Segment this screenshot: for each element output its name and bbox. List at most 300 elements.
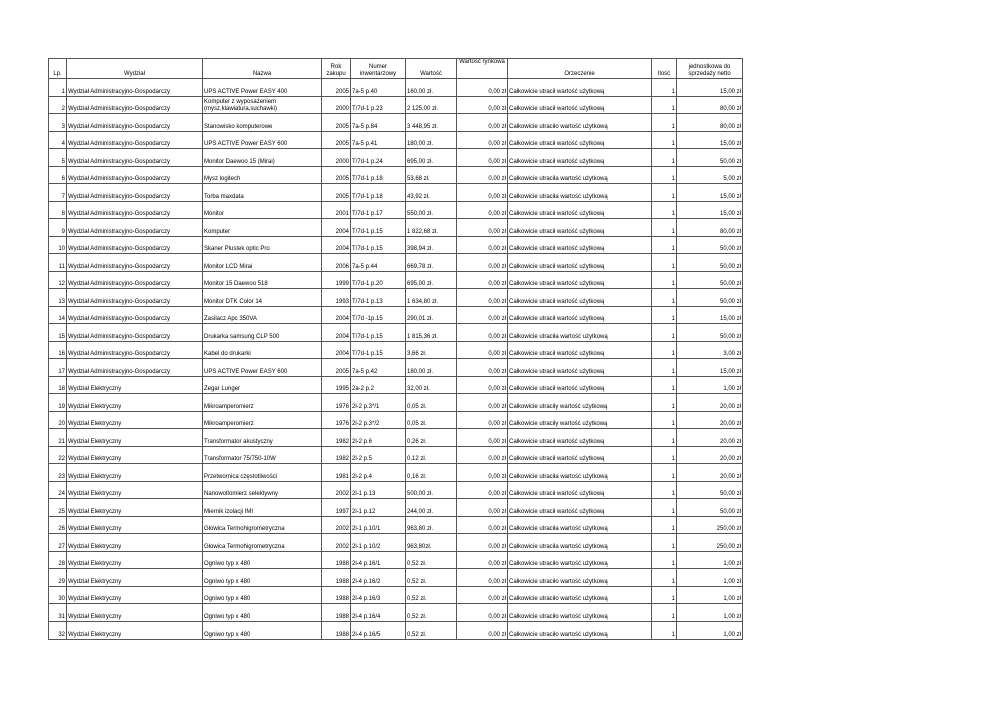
cell-wydzial: Wydział Elektryczny: [67, 394, 203, 412]
cell-rynkowa: 0,00 zł: [457, 569, 508, 587]
cell-wydzial: Wydział Administracyjno-Gospodarczy: [67, 184, 203, 202]
cell-wydzial: Wydział Elektryczny: [67, 376, 203, 394]
cell-wydzial: Wydział Administracyjno-Gospodarczy: [67, 289, 203, 307]
table-row: [49, 621, 743, 639]
cell-lp: 19: [49, 394, 67, 412]
cell-nazwa: UPS ACTIVE Power EASY 400: [203, 79, 322, 97]
cell-rok: 1995: [322, 376, 351, 394]
cell-wydzial: Wydział Administracyjno-Gospodarczy: [67, 271, 203, 289]
cell-wydzial: Wydział Elektryczny: [67, 464, 203, 482]
cell-cena: 1,00 zł: [677, 376, 743, 394]
cell-rynkowa: 0,00 zł: [457, 219, 508, 237]
cell-ilosc: 1: [652, 534, 677, 552]
cell-wartosc: 1 815,36 zł.: [406, 324, 457, 342]
cell-orzeczenie: Całkowicie utraciło wartość użytkową: [508, 569, 652, 587]
cell-cena: 50,00 zł: [677, 481, 743, 499]
table-row: [49, 499, 743, 517]
table-row: [49, 219, 743, 237]
cell-ilosc: 1: [652, 464, 677, 482]
cell-ilosc: 1: [652, 236, 677, 254]
cell-rynkowa: 0,00 zł: [457, 289, 508, 307]
cell-rok: 2005: [322, 114, 351, 132]
cell-lp: 9: [49, 219, 67, 237]
header-rok: Rok zakupu: [322, 59, 351, 79]
cell-lp: 32: [49, 621, 67, 639]
cell-numer: T/7d-1 p.18: [351, 184, 406, 202]
cell-wartosc: 244,00 zł.: [406, 499, 457, 517]
cell-cena: 3,00 zł: [677, 341, 743, 359]
cell-ilosc: 1: [652, 306, 677, 324]
cell-orzeczenie: Całkowicie utracił wartość użytkową: [508, 149, 652, 167]
cell-numer: 2l-2 p.4: [351, 464, 406, 482]
cell-numer: 2l-2 p.6: [351, 429, 406, 447]
cell-lp: 27: [49, 534, 67, 552]
cell-rynkowa: 0,00 zł: [457, 149, 508, 167]
cell-wydzial: Wydział Administracyjno-Gospodarczy: [67, 166, 203, 184]
cell-nazwa: Torba maxdata: [203, 184, 322, 202]
cell-rynkowa: 0,00 zł: [457, 306, 508, 324]
table-row: [49, 394, 743, 412]
cell-wartosc: 0,12 zł.: [406, 446, 457, 464]
cell-wydzial: Wydział Elektryczny: [67, 551, 203, 569]
cell-cena: 15,00 zł: [677, 79, 743, 97]
cell-numer: 2l-4 p.16/3: [351, 586, 406, 604]
cell-rok: 1982: [322, 446, 351, 464]
cell-orzeczenie: Całkowicie utracił wartość użytkową: [508, 446, 652, 464]
cell-numer: T/7d -1p.15: [351, 306, 406, 324]
cell-rok: 2005: [322, 359, 351, 377]
cell-numer: 2l-2 p.5: [351, 446, 406, 464]
cell-ilosc: 1: [652, 411, 677, 429]
cell-numer: T/7d-1 p.23: [351, 96, 406, 114]
cell-wartosc: 1 634,80 zł.: [406, 289, 457, 307]
cell-lp: 16: [49, 341, 67, 359]
cell-nazwa: Mysz logitech: [203, 166, 322, 184]
cell-lp: 31: [49, 604, 67, 622]
table-row: [49, 131, 743, 149]
cell-orzeczenie: Całkowicie utracił wartość użytkową: [508, 429, 652, 447]
cell-orzeczenie: Całkowicie utracił wartość użytkową: [508, 254, 652, 272]
cell-numer: T/7d-1 p.15: [351, 236, 406, 254]
cell-ilosc: 1: [652, 166, 677, 184]
table-row: [49, 586, 743, 604]
cell-ilosc: 1: [652, 149, 677, 167]
cell-orzeczenie: Całkowicie utracił wartość użytkową: [508, 341, 652, 359]
cell-orzeczenie: Całkowicie utracił wartość użytkową: [508, 289, 652, 307]
cell-nazwa: Nanowoltomierz selektywny: [203, 481, 322, 499]
cell-orzeczenie: Całkowicie utraciło wartość użytkową: [508, 551, 652, 569]
cell-ilosc: 1: [652, 376, 677, 394]
table-row: [49, 324, 743, 342]
cell-rok: 2004: [322, 306, 351, 324]
cell-nazwa: Ogniwo typ x 480: [203, 586, 322, 604]
cell-wydzial: Wydział Administracyjno-Gospodarczy: [67, 236, 203, 254]
cell-rynkowa: 0,00 zł: [457, 96, 508, 114]
table-row: [49, 569, 743, 587]
cell-orzeczenie: Całkowicie utracił wartość użytkową: [508, 79, 652, 97]
cell-orzeczenie: Całkowicie utraciła wartość użytkową: [508, 166, 652, 184]
cell-wartosc: 0,52 zł.: [406, 551, 457, 569]
cell-rok: 2000: [322, 149, 351, 167]
cell-cena: 20,00 zł: [677, 411, 743, 429]
cell-wartosc: 500,00 zł.: [406, 481, 457, 499]
cell-numer: 7a-5 p.40: [351, 79, 406, 97]
cell-numer: T/7d-1 p.17: [351, 201, 406, 219]
cell-lp: 22: [49, 446, 67, 464]
cell-cena: 1,00 zł: [677, 551, 743, 569]
cell-ilosc: 1: [652, 79, 677, 97]
cell-ilosc: 1: [652, 324, 677, 342]
cell-cena: 1,00 zł: [677, 569, 743, 587]
cell-lp: 4: [49, 131, 67, 149]
cell-rynkowa: 0,00 zł: [457, 359, 508, 377]
cell-cena: 50,00 zł: [677, 289, 743, 307]
table-row: [49, 446, 743, 464]
cell-rynkowa: 0,00 zł: [457, 201, 508, 219]
cell-lp: 29: [49, 569, 67, 587]
cell-rynkowa: 0,00 zł: [457, 341, 508, 359]
cell-rok: 1982: [322, 429, 351, 447]
cell-cena: 1,00 zł: [677, 621, 743, 639]
cell-nazwa: Ogniwo typ x 480: [203, 569, 322, 587]
cell-nazwa: Monitor 15 Daewoo 518: [203, 271, 322, 289]
cell-numer: T/7d-1 p.15: [351, 324, 406, 342]
cell-ilosc: 1: [652, 499, 677, 517]
cell-cena: 50,00 zł: [677, 499, 743, 517]
cell-cena: 50,00 zł: [677, 271, 743, 289]
cell-ilosc: 1: [652, 586, 677, 604]
table-row: [49, 166, 743, 184]
cell-lp: 7: [49, 184, 67, 202]
cell-cena: 250,00 zł: [677, 516, 743, 534]
cell-wartosc: 0,52 zł.: [406, 604, 457, 622]
cell-wydzial: Wydział Administracyjno-Gospodarczy: [67, 254, 203, 272]
cell-rynkowa: 0,00 zł: [457, 394, 508, 412]
cell-wydzial: Wydział Elektryczny: [67, 534, 203, 552]
cell-ilosc: 1: [652, 551, 677, 569]
cell-wartosc: 32,00 zł.: [406, 376, 457, 394]
cell-rynkowa: 0,00 zł: [457, 376, 508, 394]
header-cena: jednostkowa do sprzedaży netto: [677, 59, 743, 79]
cell-nazwa: Monitor Daewoo 15 (Mirai): [203, 149, 322, 167]
cell-numer: T/7d-1 p.13: [351, 289, 406, 307]
cell-numer: 2l-1 p.12: [351, 499, 406, 517]
table-row: [49, 236, 743, 254]
cell-nazwa: Monitor: [203, 201, 322, 219]
cell-nazwa: Kabel do drukarki: [203, 341, 322, 359]
cell-orzeczenie: Całkowicie utraciło wartość użytkową: [508, 586, 652, 604]
cell-rok: 1988: [322, 586, 351, 604]
cell-nazwa: UPS ACTIVE Power EASY 600: [203, 359, 322, 377]
cell-nazwa: Głowica Termohigrometryczna: [203, 534, 322, 552]
cell-numer: 2l-1 p.10/1: [351, 516, 406, 534]
cell-nazwa: Transformator 75/750-10W: [203, 446, 322, 464]
table-row: [49, 534, 743, 552]
cell-rok: 2005: [322, 79, 351, 97]
cell-wydzial: Wydział Elektryczny: [67, 481, 203, 499]
cell-wydzial: Wydział Elektryczny: [67, 499, 203, 517]
header-ilosc: Ilość: [652, 59, 677, 79]
cell-ilosc: 1: [652, 271, 677, 289]
cell-cena: 80,00 zł: [677, 96, 743, 114]
cell-wartosc: 180,00 zł.: [406, 359, 457, 377]
cell-wartosc: 550,00 zł.: [406, 201, 457, 219]
cell-lp: 17: [49, 359, 67, 377]
cell-orzeczenie: Całkowicie utracił wartość użytkową: [508, 201, 652, 219]
cell-orzeczenie: Całkowicie utracił wartość użytkową: [508, 306, 652, 324]
cell-nazwa: Monitor DTK Color 14: [203, 289, 322, 307]
table-row: [49, 376, 743, 394]
cell-wartosc: 0,26 zł.: [406, 429, 457, 447]
cell-orzeczenie: Całkowicie utraciła wartość użytkową: [508, 534, 652, 552]
table-row: [49, 411, 743, 429]
cell-orzeczenie: Całkowicie utracił wartość użytkową: [508, 236, 652, 254]
cell-cena: 80,00 zł: [677, 114, 743, 132]
cell-ilosc: 1: [652, 114, 677, 132]
cell-wydzial: Wydział Administracyjno-Gospodarczy: [67, 131, 203, 149]
cell-numer: 7a-5 p.41: [351, 131, 406, 149]
table-row: [49, 254, 743, 272]
cell-lp: 21: [49, 429, 67, 447]
cell-wartosc: 963,80 zł.: [406, 516, 457, 534]
cell-lp: 2: [49, 96, 67, 114]
cell-nazwa: Transformator akustyczny: [203, 429, 322, 447]
cell-cena: 15,00 zł: [677, 201, 743, 219]
table-row: [49, 201, 743, 219]
cell-numer: T/7d-1 p.15: [351, 219, 406, 237]
cell-numer: 2l-1 p.10/2: [351, 534, 406, 552]
cell-nazwa: Komputer: [203, 219, 322, 237]
cell-nazwa: UPS ACTIVE Power EASY 600: [203, 131, 322, 149]
cell-cena: 50,00 zł: [677, 236, 743, 254]
table-row: [49, 96, 743, 114]
cell-lp: 10: [49, 236, 67, 254]
cell-nazwa: Ogniwo typ x 480: [203, 551, 322, 569]
cell-lp: 11: [49, 254, 67, 272]
cell-ilosc: 1: [652, 394, 677, 412]
cell-rok: 2005: [322, 166, 351, 184]
cell-rok: 2005: [322, 131, 351, 149]
table-row: [49, 604, 743, 622]
cell-wydzial: Wydział Elektryczny: [67, 604, 203, 622]
cell-lp: 24: [49, 481, 67, 499]
cell-rok: 1988: [322, 604, 351, 622]
cell-wartosc: 669,78 zł.: [406, 254, 457, 272]
cell-ilosc: 1: [652, 254, 677, 272]
header-wydzial: Wydział: [67, 59, 203, 79]
cell-numer: 2l-4 p.16/2: [351, 569, 406, 587]
cell-rok: 1976: [322, 394, 351, 412]
cell-cena: 20,00 zł: [677, 464, 743, 482]
cell-numer: 2l-1 p.13: [351, 481, 406, 499]
cell-wydzial: Wydział Administracyjno-Gospodarczy: [67, 306, 203, 324]
cell-rok: 2004: [322, 236, 351, 254]
header-numer: Numer inwentarzowy: [351, 59, 406, 79]
cell-wartosc: 695,00 zł.: [406, 149, 457, 167]
cell-numer: T/7d-1 p.20: [351, 271, 406, 289]
cell-wartosc: 43,92 zł.: [406, 184, 457, 202]
cell-orzeczenie: Całkowicie utracił wartość użytkową: [508, 131, 652, 149]
cell-rok: 2002: [322, 516, 351, 534]
cell-wydzial: Wydział Administracyjno-Gospodarczy: [67, 324, 203, 342]
cell-wartosc: 3,66 zł.: [406, 341, 457, 359]
cell-rynkowa: 0,00 zł: [457, 131, 508, 149]
cell-rok: 2004: [322, 341, 351, 359]
cell-rynkowa: 0,00 zł: [457, 586, 508, 604]
cell-rok: 2000: [322, 96, 351, 114]
cell-ilosc: 1: [652, 341, 677, 359]
cell-nazwa: Komputer z wyposażeniem (mysz,klawiatura,suchawki): [203, 96, 322, 114]
table-row: [49, 341, 743, 359]
cell-cena: 15,00 zł: [677, 359, 743, 377]
cell-rok: 1988: [322, 569, 351, 587]
cell-rok: 1999: [322, 271, 351, 289]
cell-wydzial: Wydział Administracyjno-Gospodarczy: [67, 79, 203, 97]
cell-rynkowa: 0,00 zł: [457, 481, 508, 499]
table-row: [49, 306, 743, 324]
cell-wydzial: Wydział Administracyjno-Gospodarczy: [67, 114, 203, 132]
cell-orzeczenie: Całkowicie utracił wartość użytkową: [508, 96, 652, 114]
cell-cena: 50,00 zł: [677, 254, 743, 272]
cell-rynkowa: 0,00 zł: [457, 446, 508, 464]
header-nazwa: Nazwa: [203, 59, 322, 79]
cell-wydzial: Wydział Elektryczny: [67, 621, 203, 639]
cell-lp: 18: [49, 376, 67, 394]
cell-ilosc: 1: [652, 184, 677, 202]
cell-orzeczenie: Całkowicie utraciło wartość użytkową: [508, 604, 652, 622]
cell-lp: 6: [49, 166, 67, 184]
table-row: [49, 79, 743, 97]
cell-wydzial: Wydział Administracyjno-Gospodarczy: [67, 341, 203, 359]
cell-nazwa: Ogniwo typ x 480: [203, 604, 322, 622]
cell-rynkowa: 0,00 zł: [457, 271, 508, 289]
cell-wartosc: 0,16 zł.: [406, 464, 457, 482]
cell-wartosc: 160,00 zł.: [406, 79, 457, 97]
cell-cena: 1,00 zł: [677, 586, 743, 604]
table-row: [49, 114, 743, 132]
cell-wartosc: 180,00 zł.: [406, 131, 457, 149]
cell-lp: 28: [49, 551, 67, 569]
cell-ilosc: 1: [652, 219, 677, 237]
cell-ilosc: 1: [652, 446, 677, 464]
cell-wartosc: 398,94 zł.: [406, 236, 457, 254]
cell-orzeczenie: Całkowicie utracił wartość użytkową: [508, 481, 652, 499]
cell-lp: 30: [49, 586, 67, 604]
cell-wartosc: 3 448,95 zł.: [406, 114, 457, 132]
cell-orzeczenie: Całkowicie utracił wartość użytkową: [508, 271, 652, 289]
cell-wydzial: Wydział Elektryczny: [67, 586, 203, 604]
cell-numer: 7a-5 p.84: [351, 114, 406, 132]
cell-rynkowa: 0,00 zł: [457, 324, 508, 342]
cell-wartosc: 2 125,00 zł.: [406, 96, 457, 114]
cell-wartosc: 0,52 zł.: [406, 586, 457, 604]
cell-lp: 26: [49, 516, 67, 534]
cell-numer: T/7d-1 p.15: [351, 341, 406, 359]
cell-lp: 15: [49, 324, 67, 342]
cell-nazwa: Mikroamperomierz: [203, 394, 322, 412]
cell-rok: 2005: [322, 184, 351, 202]
cell-rynkowa: 0,00 zł: [457, 516, 508, 534]
cell-rok: 2006: [322, 254, 351, 272]
cell-orzeczenie: Całkowicie utracił wartość użytkową: [508, 359, 652, 377]
table-row: [49, 149, 743, 167]
cell-ilosc: 1: [652, 289, 677, 307]
cell-nazwa: Przetwornica częstotliwości: [203, 464, 322, 482]
cell-lp: 20: [49, 411, 67, 429]
cell-nazwa: Ogniwo typ x 480: [203, 621, 322, 639]
cell-wartosc: 1 822,68 zł.: [406, 219, 457, 237]
cell-nazwa: Miernik izolacji IMI: [203, 499, 322, 517]
cell-wydzial: Wydział Elektryczny: [67, 446, 203, 464]
cell-ilosc: 1: [652, 481, 677, 499]
cell-orzeczenie: Całkowicie utraciła wartość użytkową: [508, 516, 652, 534]
cell-wartosc: 0,52 zł.: [406, 569, 457, 587]
cell-rok: 1976: [322, 411, 351, 429]
cell-nazwa: Zegar Lunger: [203, 376, 322, 394]
cell-lp: 25: [49, 499, 67, 517]
cell-cena: 15,00 zł: [677, 184, 743, 202]
cell-lp: 13: [49, 289, 67, 307]
cell-orzeczenie: Całkowicie utraciło wartość użytkową: [508, 114, 652, 132]
cell-rynkowa: 0,00 zł: [457, 166, 508, 184]
cell-nazwa: Głowica Termohigrometryczna: [203, 516, 322, 534]
cell-nazwa: Skaner Plustek optic Pro: [203, 236, 322, 254]
table-body: [49, 79, 743, 640]
cell-nazwa: Monitor LCD Mirai: [203, 254, 322, 272]
cell-rynkowa: 0,00 zł: [457, 411, 508, 429]
inventory-table: [48, 58, 743, 640]
cell-cena: 20,00 zł: [677, 446, 743, 464]
cell-rok: 2002: [322, 481, 351, 499]
cell-orzeczenie: Całkowicie utracił wartość użytkową: [508, 376, 652, 394]
header-rynkowa: Wartość rynkowa: [457, 59, 508, 79]
cell-lp: 14: [49, 306, 67, 324]
table-header: [49, 59, 743, 79]
table-row: [49, 551, 743, 569]
cell-ilosc: 1: [652, 516, 677, 534]
table-row: [49, 359, 743, 377]
cell-cena: 80,00 zł: [677, 219, 743, 237]
cell-wydzial: Wydział Elektryczny: [67, 516, 203, 534]
cell-rynkowa: 0,00 zł: [457, 621, 508, 639]
cell-wartosc: 0,05 zł.: [406, 411, 457, 429]
cell-wydzial: Wydział Elektryczny: [67, 429, 203, 447]
cell-cena: 1,00 zł: [677, 604, 743, 622]
cell-cena: 15,00 zł: [677, 306, 743, 324]
header-wartosc: Wartość: [406, 59, 457, 79]
cell-rok: 2002: [322, 534, 351, 552]
cell-rok: 1988: [322, 621, 351, 639]
cell-ilosc: 1: [652, 604, 677, 622]
cell-rok: 2004: [322, 324, 351, 342]
cell-rynkowa: 0,00 zł: [457, 114, 508, 132]
header-lp: Lp.: [49, 59, 67, 79]
cell-cena: 50,00 zł: [677, 149, 743, 167]
cell-wydzial: Wydział Administracyjno-Gospodarczy: [67, 96, 203, 114]
cell-lp: 23: [49, 464, 67, 482]
cell-wartosc: 0,52 zł.: [406, 621, 457, 639]
cell-numer: T/7d-1 p.24: [351, 149, 406, 167]
cell-rynkowa: 0,00 zł: [457, 184, 508, 202]
cell-nazwa: Drukarka samsung CLP 500: [203, 324, 322, 342]
cell-ilosc: 1: [652, 429, 677, 447]
cell-orzeczenie: Całkowicie utracił wartość użytkową: [508, 219, 652, 237]
cell-orzeczenie: Całkowicie utraciła wartość użytkową: [508, 184, 652, 202]
cell-lp: 5: [49, 149, 67, 167]
cell-cena: 20,00 zł: [677, 429, 743, 447]
cell-wydzial: Wydział Administracyjno-Gospodarczy: [67, 201, 203, 219]
cell-rok: 1981: [322, 464, 351, 482]
